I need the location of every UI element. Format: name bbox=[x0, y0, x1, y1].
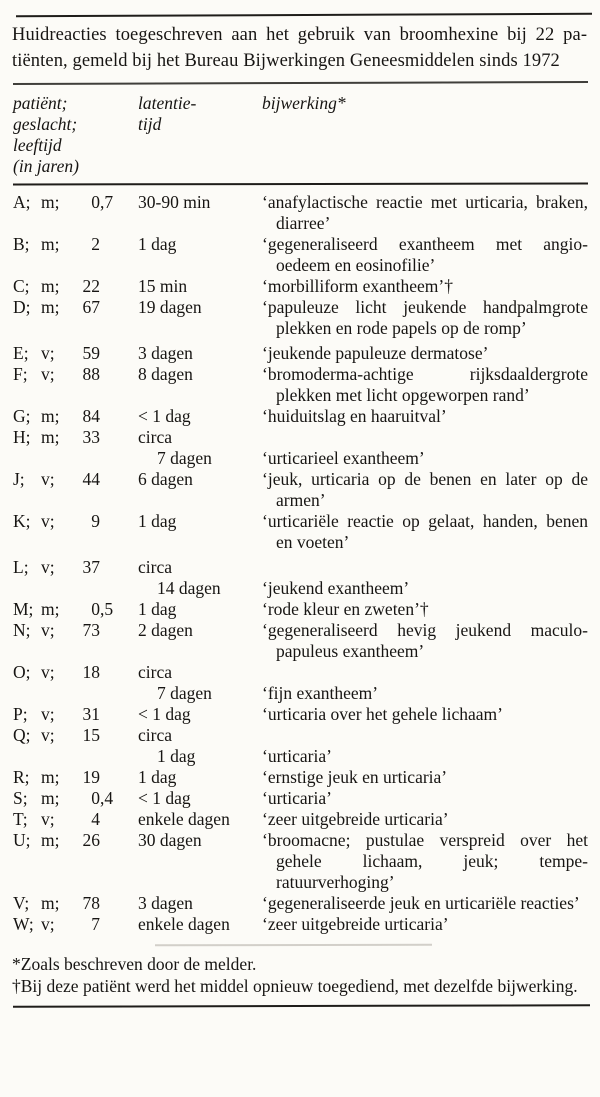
side-effect-cell: ‘huiduitslag en haaruitval’ bbox=[262, 405, 447, 426]
side-effect-cell: ‘fijn exantheem’ bbox=[262, 682, 379, 703]
table-row bbox=[13, 406, 588, 427]
patient-cell bbox=[13, 767, 138, 788]
patient-age-integer: 33 bbox=[82, 426, 100, 447]
table-row bbox=[13, 704, 588, 725]
patient-age bbox=[71, 767, 100, 788]
patient-sex: m; bbox=[41, 787, 60, 808]
patient-cell bbox=[13, 830, 138, 851]
header-rule bbox=[13, 182, 588, 185]
patient-cell bbox=[13, 914, 138, 935]
patient-age-integer: 26 bbox=[82, 829, 100, 850]
patient-age-integer: 88 bbox=[82, 363, 100, 384]
patient-sex: v; bbox=[41, 661, 55, 682]
patient-sex: v; bbox=[41, 724, 55, 745]
latency-cell bbox=[138, 343, 262, 364]
patient-id: D; bbox=[13, 296, 31, 317]
table-row bbox=[13, 557, 588, 599]
latency-value: 30-90 min bbox=[138, 191, 211, 212]
patient-id: F; bbox=[13, 363, 28, 384]
patient-age bbox=[71, 364, 100, 385]
side-effect-cell: ‘rode kleur en zweten’† bbox=[262, 598, 429, 619]
patient-id: B; bbox=[13, 233, 30, 254]
patient-sex: m; bbox=[41, 892, 60, 913]
patient-age-integer: 67 bbox=[82, 296, 100, 317]
latency-value: 1 dag bbox=[138, 598, 177, 619]
latency-value: enkele dagen bbox=[138, 808, 230, 829]
table-row bbox=[13, 511, 588, 553]
table-row bbox=[13, 788, 588, 809]
patient-sex: m; bbox=[41, 405, 60, 426]
side-effect-cell: ‘zeer uitgebreide urticaria’ bbox=[262, 913, 449, 934]
patient-age bbox=[71, 557, 100, 578]
patient-age-integer: 18 bbox=[82, 661, 100, 682]
side-effect-cell: ‘zeer uitgebreide urticaria’ bbox=[262, 808, 449, 829]
patient-cell bbox=[13, 662, 138, 683]
side-effect-cell: ‘urticariële reactie op gelaat, handen, benen en voeten’ bbox=[262, 510, 588, 552]
patient-id: W; bbox=[13, 913, 34, 934]
latency-cell bbox=[138, 557, 262, 599]
latency-value: 1 dag bbox=[138, 766, 177, 787]
patient-id: H; bbox=[13, 426, 31, 447]
patient-sex: v; bbox=[41, 808, 55, 829]
latency-cell bbox=[138, 469, 262, 490]
patient-sex: m; bbox=[41, 766, 60, 787]
patient-age-decimal: ,5 bbox=[100, 598, 114, 619]
patient-age bbox=[71, 192, 113, 213]
latency-cell bbox=[138, 704, 262, 725]
patient-cell bbox=[13, 276, 138, 297]
patient-sex: m; bbox=[41, 296, 60, 317]
patient-age-integer: 0 bbox=[91, 598, 100, 619]
patient-cell bbox=[13, 704, 138, 725]
table-row bbox=[13, 620, 588, 662]
latency-cell bbox=[138, 427, 262, 469]
latency-cell bbox=[138, 406, 262, 427]
patient-age bbox=[71, 599, 113, 620]
patient-age-integer: 4 bbox=[91, 808, 100, 829]
patient-id: N; bbox=[13, 619, 31, 640]
patient-sex: m; bbox=[41, 598, 60, 619]
patient-age bbox=[71, 620, 100, 641]
patient-age-integer: 15 bbox=[82, 724, 100, 745]
patient-id: V; bbox=[13, 892, 30, 913]
patient-id: M; bbox=[13, 598, 34, 619]
patient-sex: m; bbox=[41, 191, 60, 212]
patient-age-integer: 19 bbox=[82, 766, 100, 787]
latency-value: < 1 dag bbox=[138, 787, 191, 808]
patient-cell bbox=[13, 620, 138, 641]
side-effect-cell: ‘morbilliform exantheem’† bbox=[262, 275, 453, 296]
patient-id: G; bbox=[13, 405, 31, 426]
side-effect-cell: ‘urticaria’ bbox=[262, 787, 332, 808]
patient-cell bbox=[13, 406, 138, 427]
top-rule bbox=[16, 13, 592, 18]
footnotes bbox=[12, 954, 588, 997]
patient-age bbox=[71, 427, 100, 448]
latency-value-line2: 7 dagen bbox=[157, 682, 212, 703]
patient-sex: v; bbox=[41, 913, 55, 934]
table-row bbox=[13, 364, 588, 406]
patient-age-integer: 37 bbox=[82, 556, 100, 577]
latency-value-line2: 7 dagen bbox=[157, 447, 212, 468]
patient-id: O; bbox=[13, 661, 31, 682]
patient-id: A; bbox=[13, 191, 31, 212]
side-effect-cell: ‘jeukende papuleuze dermatose’ bbox=[262, 342, 489, 363]
latency-cell bbox=[138, 234, 262, 255]
column-header-latency bbox=[138, 93, 262, 177]
patient-age-integer: 84 bbox=[82, 405, 100, 426]
patient-sex: v; bbox=[41, 468, 55, 489]
column-header-patient-line: leeftijd bbox=[13, 134, 62, 155]
patient-age-integer: 2 bbox=[91, 233, 100, 254]
side-effect-cell: ‘ernstige jeuk en urticaria’ bbox=[262, 766, 448, 787]
patient-cell bbox=[13, 297, 138, 318]
patient-cell bbox=[13, 511, 138, 532]
table-body bbox=[13, 192, 588, 935]
patient-cell bbox=[13, 599, 138, 620]
latency-value: 1 dag bbox=[138, 233, 177, 254]
patient-age bbox=[71, 297, 100, 318]
side-effect-cell: ‘gegeneraliseerd exantheem met angio-oedeem en eosinofilie’ bbox=[262, 233, 588, 275]
patient-id: T; bbox=[13, 808, 28, 829]
latency-value: 6 dagen bbox=[138, 468, 193, 489]
patient-sex: m; bbox=[41, 275, 60, 296]
patient-age-integer: 0 bbox=[91, 191, 100, 212]
patient-id: S; bbox=[13, 787, 28, 808]
patient-cell bbox=[13, 809, 138, 830]
footnote-dagger: †Bij deze patiënt werd het middel opnieuw toegediend, met dezelfde bijwerking. bbox=[12, 975, 578, 996]
patient-sex: v; bbox=[41, 363, 55, 384]
table-row bbox=[13, 599, 588, 620]
patient-age-integer: 7 bbox=[91, 913, 100, 934]
side-effect-cell: ‘urticaria over het gehele lichaam’ bbox=[262, 703, 503, 724]
patient-sex: v; bbox=[41, 342, 55, 363]
column-header-latency-line: latentie- bbox=[138, 92, 197, 113]
patient-cell bbox=[13, 343, 138, 364]
latency-cell bbox=[138, 511, 262, 532]
column-header-patient-line: geslacht; bbox=[13, 113, 78, 134]
patient-age bbox=[71, 704, 100, 725]
patient-age-integer: 59 bbox=[82, 342, 100, 363]
table-row bbox=[13, 893, 588, 914]
side-effect-cell: ‘gegeneraliseerde jeuk en urticariële reacties’ bbox=[262, 892, 580, 913]
patient-cell bbox=[13, 234, 138, 255]
patient-age bbox=[71, 788, 113, 809]
patient-age bbox=[71, 469, 100, 490]
table-row bbox=[13, 192, 588, 234]
patient-id: K; bbox=[13, 510, 31, 531]
column-header-latency-line: tijd bbox=[138, 113, 162, 134]
latency-cell bbox=[138, 914, 262, 935]
table-row bbox=[13, 297, 588, 339]
patient-sex: m; bbox=[41, 426, 60, 447]
column-header-patient-line: patiënt; bbox=[13, 92, 68, 113]
latency-cell bbox=[138, 767, 262, 788]
patient-id: P; bbox=[13, 703, 28, 724]
table-row bbox=[13, 469, 588, 511]
patient-sex: v; bbox=[41, 556, 55, 577]
table-row bbox=[13, 767, 588, 788]
patient-age bbox=[71, 809, 100, 830]
patient-cell bbox=[13, 469, 138, 490]
latency-value: 19 dagen bbox=[138, 296, 202, 317]
patient-id: Q; bbox=[13, 724, 31, 745]
side-effect-cell: ‘papuleuze licht jeukende handpalmgrote plekken en rode papels op de romp’ bbox=[262, 296, 588, 338]
latency-value: 30 dagen bbox=[138, 829, 202, 850]
patient-age bbox=[71, 276, 100, 297]
latency-cell bbox=[138, 662, 262, 704]
latency-value: < 1 dag bbox=[138, 405, 191, 426]
table-row bbox=[13, 276, 588, 297]
latency-value: circa bbox=[138, 426, 172, 447]
table-row bbox=[13, 343, 588, 364]
footnote-asterisk: *Zoals beschreven door de melder. bbox=[12, 954, 257, 974]
patient-age-integer: 73 bbox=[82, 619, 100, 640]
patient-sex: v; bbox=[41, 619, 55, 640]
patient-age bbox=[71, 234, 100, 255]
latency-value: 3 dagen bbox=[138, 342, 193, 363]
patient-age bbox=[71, 511, 100, 532]
patient-age bbox=[71, 662, 100, 683]
table-row bbox=[13, 427, 588, 469]
patient-age bbox=[71, 343, 100, 364]
table-row bbox=[13, 809, 588, 830]
patient-age bbox=[71, 830, 100, 851]
latency-value: 2 dagen bbox=[138, 619, 193, 640]
latency-value: circa bbox=[138, 724, 172, 745]
latency-cell bbox=[138, 725, 262, 767]
table-row bbox=[13, 914, 588, 935]
table-row bbox=[13, 662, 588, 704]
latency-cell bbox=[138, 620, 262, 641]
patient-age-integer: 9 bbox=[91, 510, 100, 531]
patient-id: U; bbox=[13, 829, 31, 850]
latency-cell bbox=[138, 192, 262, 213]
latency-value: 8 dagen bbox=[138, 363, 193, 384]
latency-value: enkele dagen bbox=[138, 913, 230, 934]
latency-cell bbox=[138, 788, 262, 809]
latency-value-line2: 14 dagen bbox=[157, 577, 221, 598]
latency-value: circa bbox=[138, 661, 172, 682]
side-effect-cell: ‘jeuk, urticaria op de benen en later op de armen’ bbox=[262, 468, 588, 510]
latency-value: 3 dagen bbox=[138, 892, 193, 913]
column-header-patient bbox=[13, 93, 138, 177]
patient-age bbox=[71, 893, 100, 914]
patient-cell bbox=[13, 557, 138, 578]
table-row bbox=[13, 234, 588, 276]
side-effect-cell: ‘urticaria’ bbox=[262, 745, 332, 766]
patient-age-integer: 0 bbox=[91, 787, 100, 808]
side-effect-cell: ‘anafylactische reactie met urticaria, braken, diarree’ bbox=[262, 191, 588, 233]
patient-cell bbox=[13, 427, 138, 448]
patient-age-decimal: ,4 bbox=[100, 787, 114, 808]
side-effect-cell: ‘urticarieel exantheem’ bbox=[262, 447, 425, 468]
patient-cell bbox=[13, 725, 138, 746]
latency-cell bbox=[138, 809, 262, 830]
patient-cell bbox=[13, 788, 138, 809]
side-effect-cell: ‘broomacne; pustulae verspreid over het gehele lichaam, jeuk; temperatuurverhoging’ bbox=[262, 829, 588, 892]
patient-cell bbox=[13, 893, 138, 914]
bottom-rule bbox=[13, 1004, 590, 1008]
patient-age-integer: 44 bbox=[82, 468, 100, 489]
patient-id: E; bbox=[13, 342, 29, 363]
patient-sex: v; bbox=[41, 703, 55, 724]
patient-cell bbox=[13, 192, 138, 213]
table-caption: Huidreacties toegeschreven aan het gebruik van broomhexine bij 22 patiënten, gemeld bij het Bureau Bijwerkingen Geneesmiddelen sinds 1972 bbox=[12, 25, 587, 71]
patient-id: J; bbox=[13, 468, 25, 489]
latency-cell bbox=[138, 830, 262, 851]
latency-cell bbox=[138, 297, 262, 318]
latency-value: 1 dag bbox=[138, 510, 177, 531]
side-effect-cell: ‘jeukend exantheem’ bbox=[262, 577, 410, 598]
latency-value-line2: 1 dag bbox=[157, 745, 196, 766]
patient-id: L; bbox=[13, 556, 29, 577]
caption-rule bbox=[13, 81, 588, 85]
latency-cell bbox=[138, 364, 262, 385]
patient-age bbox=[71, 914, 100, 935]
patient-sex: v; bbox=[41, 510, 55, 531]
latency-value: 15 min bbox=[138, 275, 188, 296]
patient-id: C; bbox=[13, 275, 30, 296]
patient-age-integer: 78 bbox=[82, 892, 100, 913]
table-header bbox=[13, 93, 588, 177]
latency-cell bbox=[138, 599, 262, 620]
side-effect-cell: ‘gegeneraliseerd hevig jeukend maculopapuleus exantheem’ bbox=[262, 619, 588, 661]
patient-age-integer: 31 bbox=[82, 703, 100, 724]
table-row bbox=[13, 830, 588, 893]
latency-value: circa bbox=[138, 556, 172, 577]
column-header-side-effect: bijwerking* bbox=[262, 92, 346, 113]
side-effect-cell: ‘bromoderma-achtige rijksdaaldergrote plekken met licht opgeworpen rand’ bbox=[262, 363, 588, 405]
patient-age-decimal: ,7 bbox=[100, 191, 114, 212]
patient-sex: m; bbox=[41, 829, 60, 850]
patient-age-integer: 22 bbox=[82, 275, 100, 296]
table-row bbox=[13, 725, 588, 767]
column-header-patient-line: (in jaren) bbox=[13, 155, 79, 176]
latency-cell bbox=[138, 893, 262, 914]
patient-sex: m; bbox=[41, 233, 60, 254]
patient-cell bbox=[13, 364, 138, 385]
latency-value: < 1 dag bbox=[138, 703, 191, 724]
patient-age bbox=[71, 725, 100, 746]
patient-id: R; bbox=[13, 766, 30, 787]
latency-cell bbox=[138, 276, 262, 297]
footnote-rule bbox=[155, 943, 432, 945]
patient-age bbox=[71, 406, 100, 427]
